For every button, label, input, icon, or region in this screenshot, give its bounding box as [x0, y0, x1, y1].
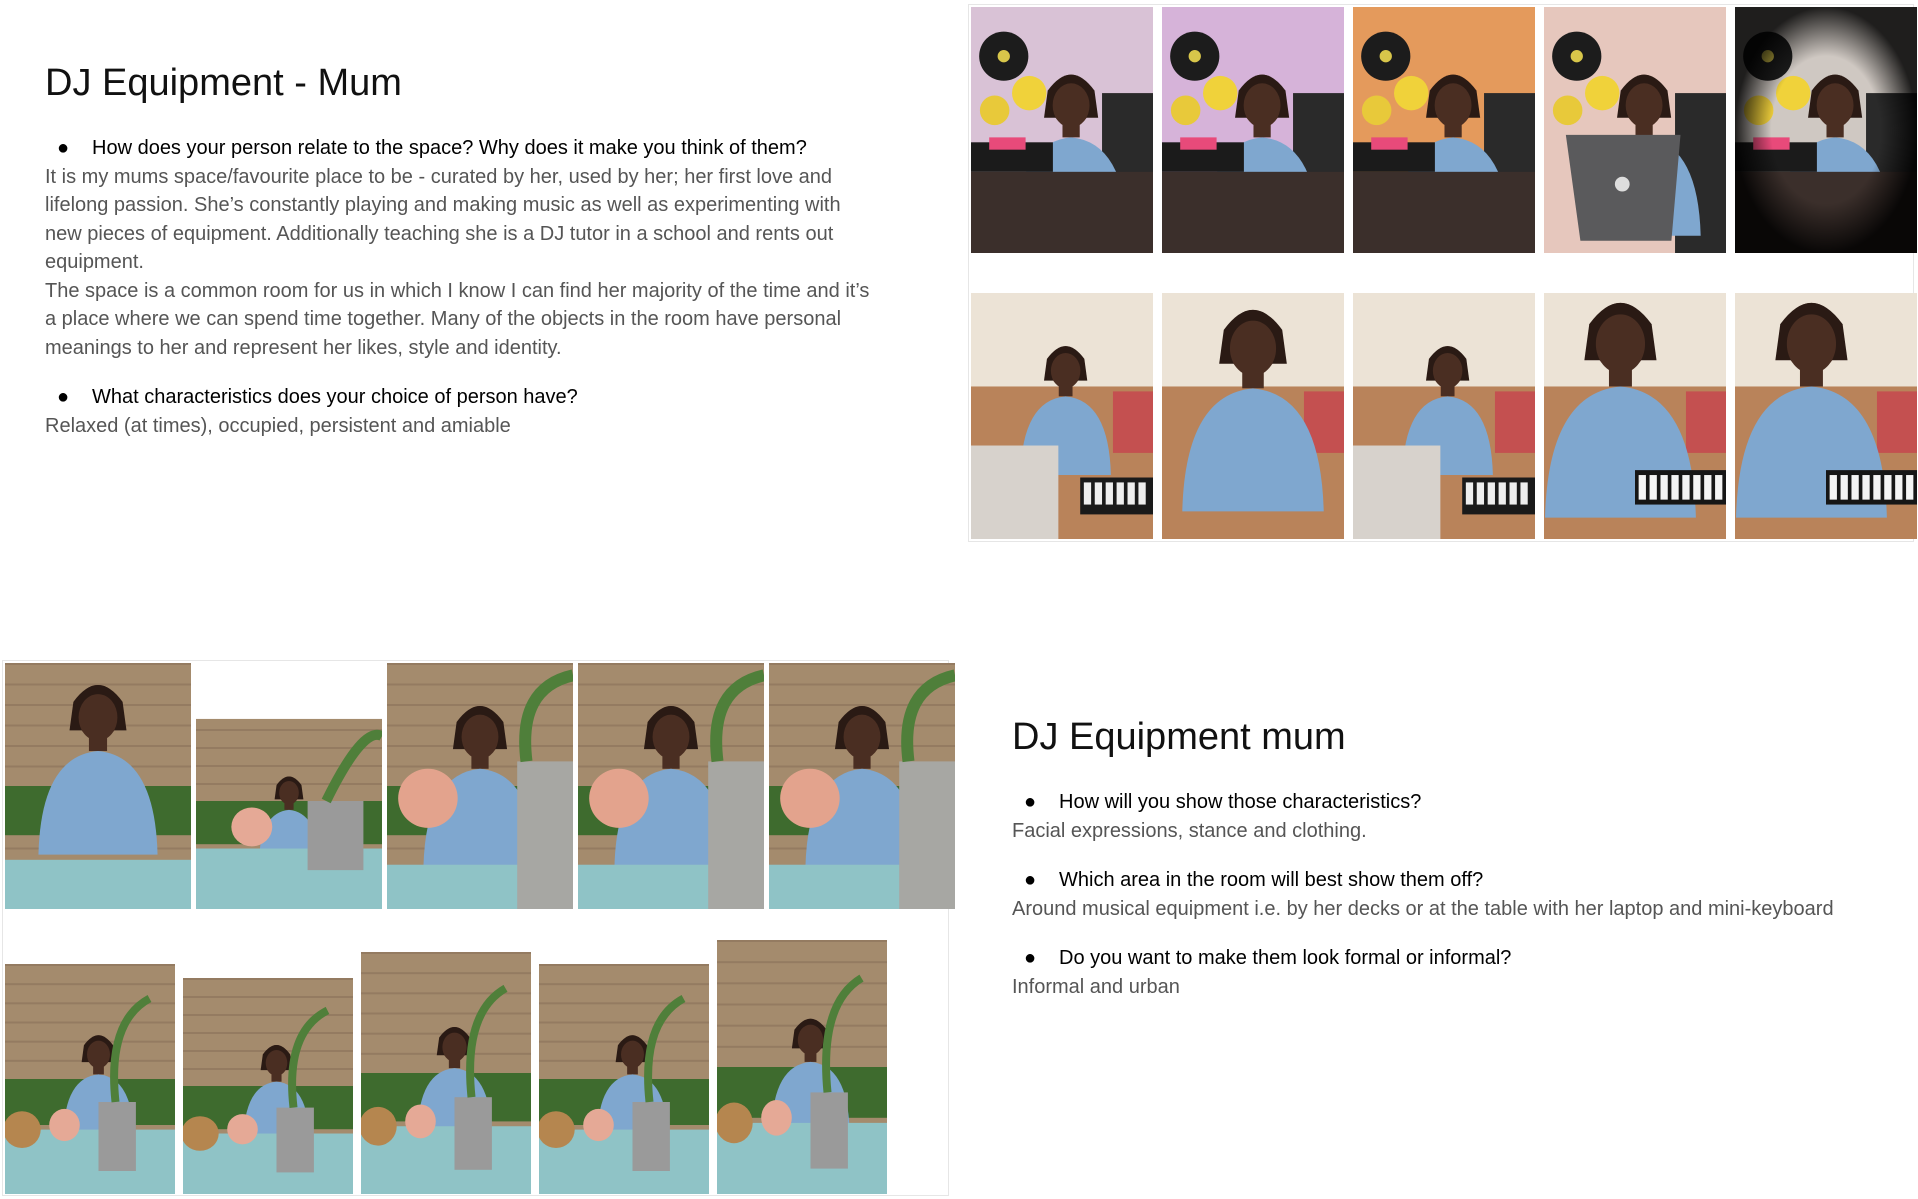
- question-block-space: [45, 134, 905, 440]
- sofa-photo-4: [1544, 293, 1726, 539]
- answer-line: new pieces of equipment. Additionally teaching she is a DJ tutor in a school and rents out: [45, 222, 834, 245]
- bullet-icon: ●: [57, 386, 70, 408]
- sofa-photo-5: [1735, 293, 1917, 539]
- answer-line: It is my mums space/favourite place to be - curated by her, used by her; her first love and: [45, 165, 833, 188]
- studio-photo-1: [971, 7, 1153, 253]
- studio-photo-5: [1735, 7, 1917, 253]
- answer-show-characteristics: Facial expressions, stance and clothing.: [1012, 819, 1367, 842]
- garden-wide-photo-3: [361, 952, 531, 1194]
- garden-wide-photo-2: [183, 978, 353, 1194]
- photo-grid-garden: [2, 660, 949, 1196]
- bullet-icon: ●: [1024, 791, 1037, 813]
- slide-title-mum: DJ Equipment - Mum: [45, 62, 402, 104]
- bullet-icon: ●: [1024, 947, 1037, 969]
- photo-grid-studio: [968, 4, 1914, 542]
- garden-photo-3: [387, 663, 573, 909]
- question-text: How will you show those characteristics?: [1059, 791, 1422, 813]
- answer-formal: Informal and urban: [1012, 975, 1180, 998]
- question-text: Which area in the room will best show them off?: [1059, 869, 1484, 891]
- question-text: Do you want to make them look formal or informal?: [1059, 947, 1512, 969]
- garden-wide-photo-1: [5, 964, 175, 1194]
- answer-relate-space: [45, 163, 905, 363]
- answer-line: The space is a common room for us in which I know I can find her majority of the time and it’s: [45, 279, 870, 302]
- question-show-characteristics: [1012, 788, 1892, 817]
- garden-photo-4: [578, 663, 764, 909]
- question-room-area: [1012, 866, 1892, 895]
- slide-title-mum-2: DJ Equipment mum: [1012, 716, 1346, 758]
- answer-line: a place where we can spend time together. Many of the objects in the room have personal: [45, 308, 842, 330]
- question-block-show: [1012, 788, 1892, 1001]
- studio-photo-3: [1353, 7, 1535, 253]
- sofa-photo-1: [971, 293, 1153, 539]
- studio-photo-2: [1162, 7, 1344, 253]
- garden-photo-5: [769, 663, 955, 909]
- question-text: What characteristics does your choice of person have?: [92, 386, 578, 408]
- studio-photo-4: [1544, 7, 1726, 253]
- bullet-icon: ●: [1024, 869, 1037, 891]
- answer-room-area: Around musical equipment i.e. by her decks or at the table with her laptop and mini-keyboard: [1012, 897, 1834, 920]
- answer-characteristics: Relaxed (at times), occupied, persistent and amiable: [45, 414, 511, 437]
- garden-wide-photo-4: [539, 964, 709, 1194]
- answer-line: meanings to her and represent her likes, style and identity.: [45, 336, 562, 359]
- question-text: How does your person relate to the space? Why does it make you think of them?: [92, 137, 807, 159]
- sofa-photo-2: [1162, 293, 1344, 539]
- garden-photo-2: [196, 693, 382, 909]
- answer-line: equipment.: [45, 251, 144, 273]
- question-formal: [1012, 944, 1892, 973]
- bullet-icon: ●: [57, 137, 70, 159]
- question-characteristics: [45, 383, 905, 412]
- garden-wide-photo-5: [717, 940, 887, 1194]
- garden-photo-1: [5, 663, 191, 909]
- sofa-photo-3: [1353, 293, 1535, 539]
- answer-line: lifelong passion. She’s constantly playing and making music as well as experimenting with: [45, 194, 841, 216]
- question-relate-space: [45, 134, 905, 163]
